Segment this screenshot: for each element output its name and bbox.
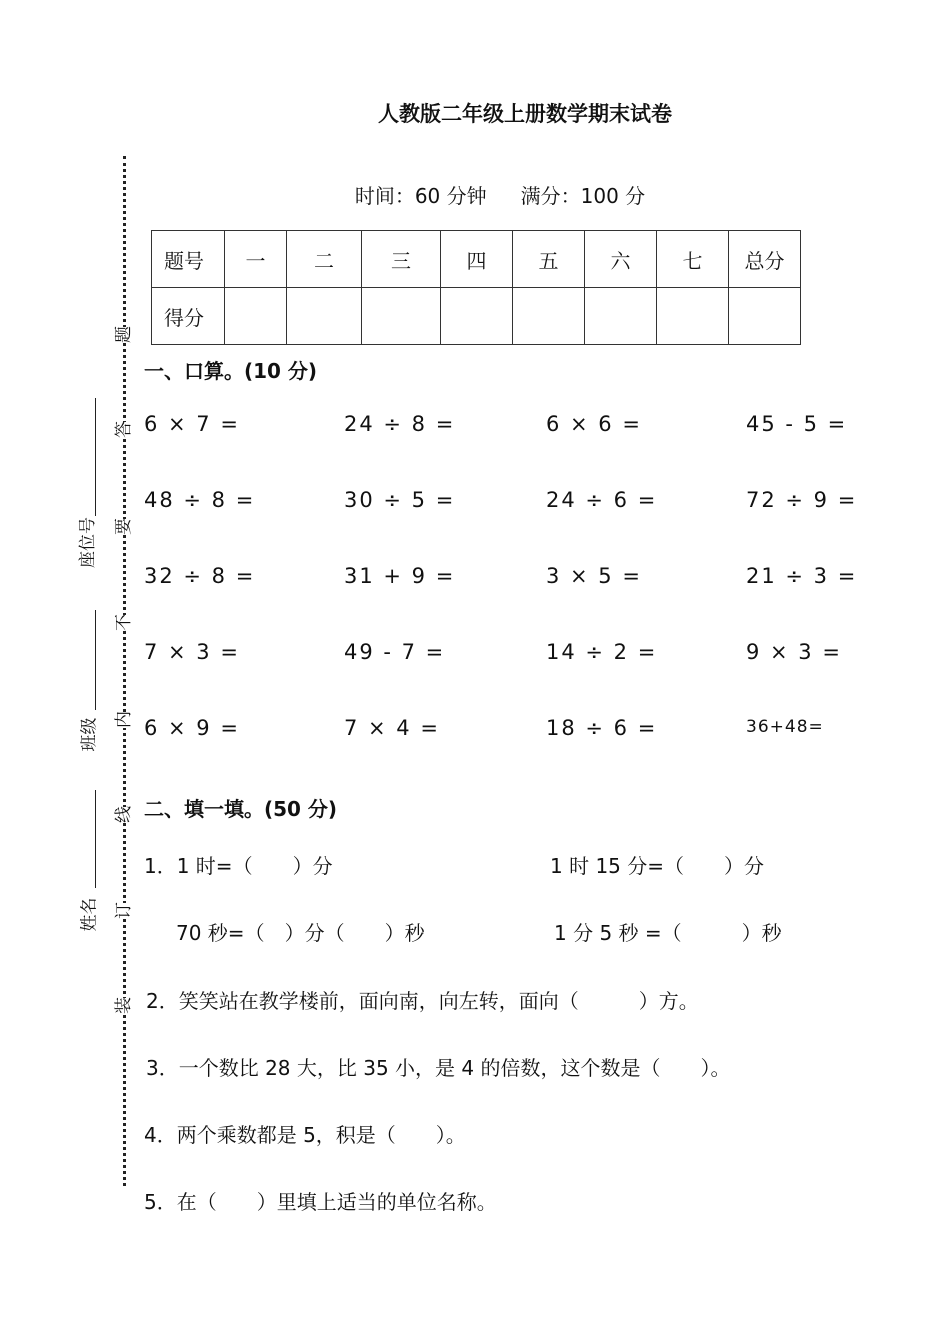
class-label: 班级 — [79, 717, 100, 752]
calc-item: 36+48= — [746, 717, 824, 737]
calc-item: 3 × 5 = — [546, 564, 642, 588]
score-table-header-row — [152, 231, 801, 288]
seat-number-line — [95, 398, 96, 516]
margin-char: 要 — [114, 518, 134, 535]
full-score: 满分：100 分 — [520, 184, 646, 208]
score-cell[interactable] — [729, 288, 801, 345]
calc-item: 24 ÷ 8 = — [344, 412, 456, 436]
name-line — [95, 790, 96, 888]
row-label: 得分 — [152, 288, 225, 345]
calc-item: 7 × 3 = — [144, 640, 240, 664]
calc-item: 14 ÷ 2 = — [546, 640, 658, 664]
page-title: 人教版二年级上册数学期末试卷 — [378, 102, 672, 126]
score-table-row — [152, 288, 801, 345]
question-1d: 1 分 5 秒 =（ ）秒 — [554, 921, 782, 945]
table-header: 七 — [657, 231, 729, 288]
score-cell[interactable] — [441, 288, 513, 345]
calc-item: 9 × 3 = — [746, 640, 842, 664]
score-table — [151, 230, 801, 345]
margin-char: 答 — [114, 421, 134, 438]
score-cell[interactable] — [513, 288, 585, 345]
calc-item: 24 ÷ 6 = — [546, 488, 658, 512]
calc-item: 6 × 7 = — [144, 412, 240, 436]
margin-char: 题 — [114, 326, 134, 343]
question-4: 4．两个乘数都是 5，积是（ ）。 — [144, 1123, 466, 1147]
score-cell[interactable] — [225, 288, 287, 345]
calc-item: 7 × 4 = — [344, 716, 440, 740]
score-cell[interactable] — [287, 288, 362, 345]
question-3: 3．一个数比 28 大，比 35 小，是 4 的倍数，这个数是（ ）。 — [146, 1056, 731, 1080]
table-header: 五 — [513, 231, 585, 288]
calc-item: 31 + 9 = — [344, 564, 456, 588]
question-1a: 1．1 时=（ ）分 — [144, 854, 333, 878]
table-header: 四 — [441, 231, 513, 288]
table-header: 题号 — [152, 231, 225, 288]
score-cell[interactable] — [362, 288, 441, 345]
score-cell[interactable] — [657, 288, 729, 345]
table-header: 总分 — [729, 231, 801, 288]
calc-item: 6 × 6 = — [546, 412, 642, 436]
calc-item: 45 - 5 = — [746, 412, 848, 436]
table-header: 一 — [225, 231, 287, 288]
binding-dotted-line — [123, 156, 126, 1186]
margin-char: 装 — [114, 997, 134, 1014]
margin-char: 订 — [114, 902, 134, 919]
calc-item: 32 ÷ 8 = — [144, 564, 256, 588]
margin-char: 内 — [114, 711, 134, 728]
score-cell[interactable] — [585, 288, 657, 345]
table-header: 三 — [362, 231, 441, 288]
class-line — [95, 610, 96, 710]
calc-item: 72 ÷ 9 = — [746, 488, 858, 512]
seat-number-label: 座位号 — [78, 517, 98, 568]
time-limit: 时间：60 分钟 — [354, 184, 487, 208]
question-1c: 70 秒=（ ）分（ ）秒 — [176, 921, 425, 945]
calc-item: 49 - 7 = — [344, 640, 446, 664]
calc-item: 6 × 9 = — [144, 716, 240, 740]
question-5: 5．在（ ）里填上适当的单位名称。 — [144, 1190, 497, 1214]
name-label: 姓名 — [79, 897, 100, 932]
calc-item: 48 ÷ 8 = — [144, 488, 256, 512]
calc-item: 30 ÷ 5 = — [344, 488, 456, 512]
table-header: 六 — [585, 231, 657, 288]
question-1b: 1 时 15 分=（ ）分 — [550, 854, 765, 878]
section-1-title: 一、口算。(10 分) — [144, 359, 318, 383]
section-2-title: 二、填一填。(50 分) — [144, 797, 338, 821]
margin-char: 线 — [114, 806, 134, 823]
calc-item: 21 ÷ 3 = — [746, 564, 858, 588]
exam-info — [0, 180, 950, 209]
calc-item: 18 ÷ 6 = — [546, 716, 658, 740]
margin-char: 不 — [114, 614, 134, 631]
table-header: 二 — [287, 231, 362, 288]
question-2: 2．笑笑站在教学楼前，面向南，向左转，面向（ ）方。 — [146, 989, 699, 1013]
